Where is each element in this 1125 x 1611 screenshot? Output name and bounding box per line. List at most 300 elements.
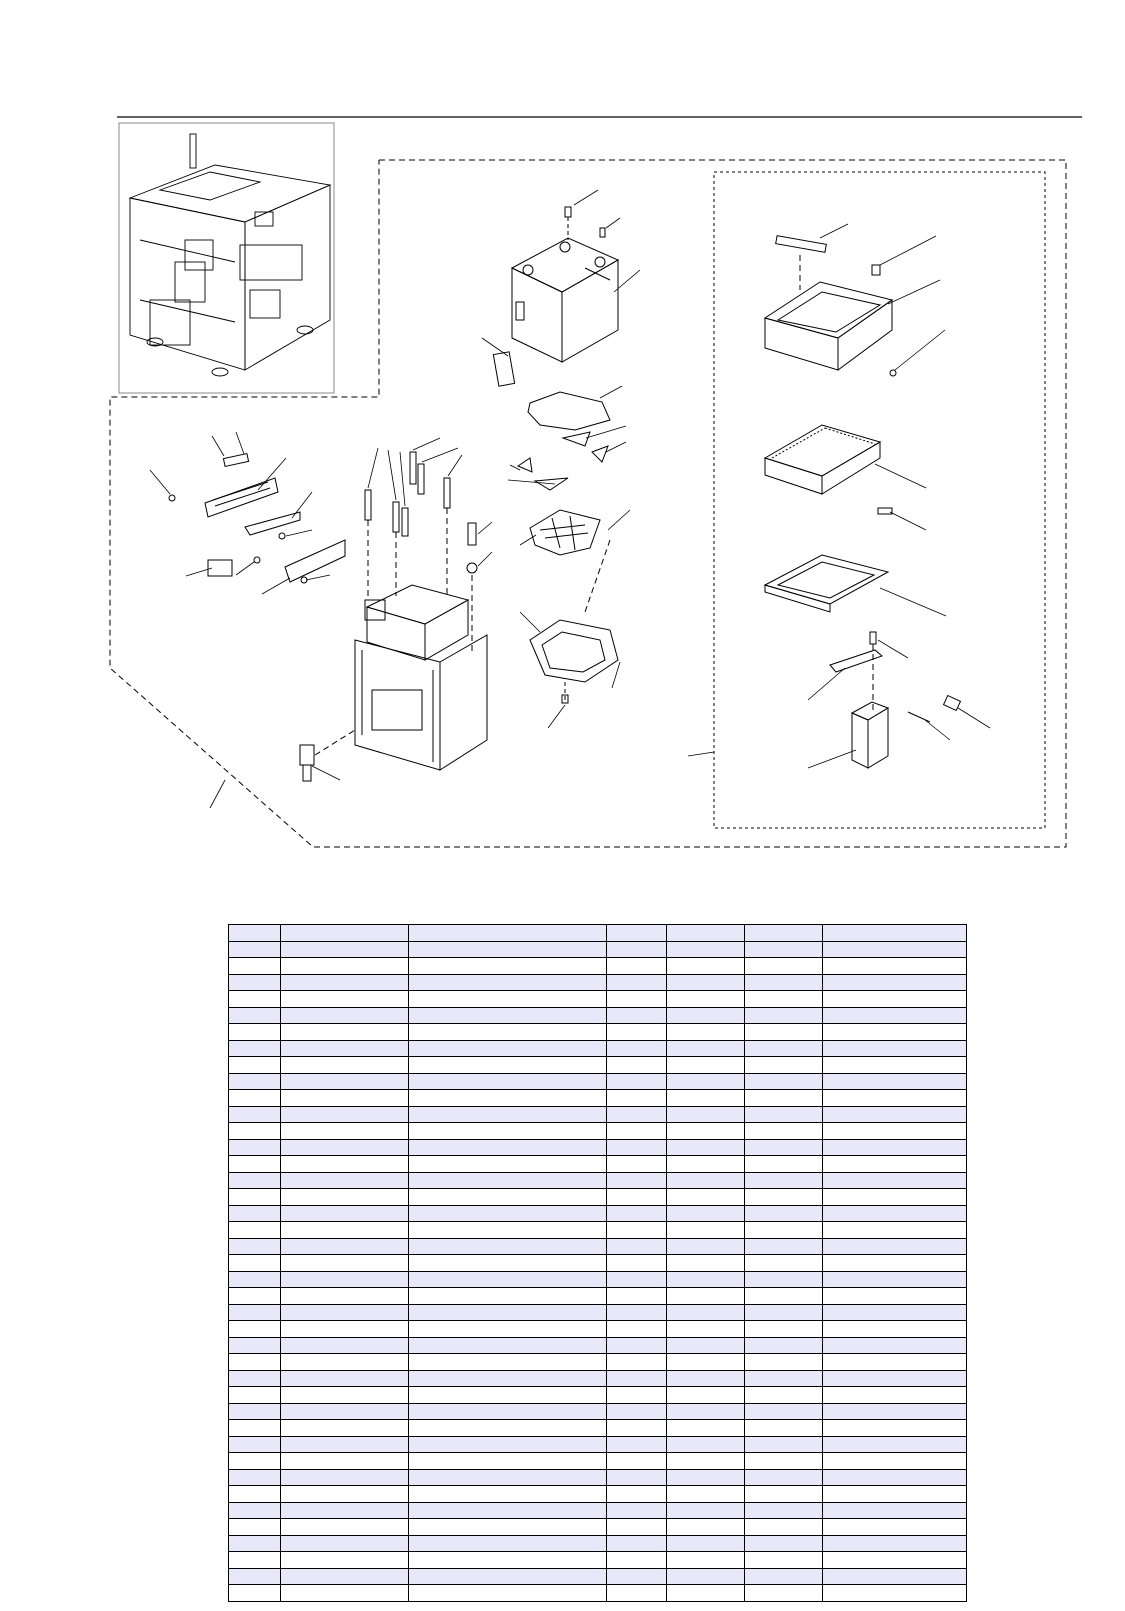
- table-cell: [745, 1222, 823, 1239]
- table-cell: [281, 1057, 409, 1074]
- base-frame: [355, 585, 487, 770]
- table-cell: [667, 1502, 745, 1519]
- parts-table-body: [229, 941, 967, 1601]
- table-cell: [745, 1172, 823, 1189]
- table-cell: [607, 1090, 667, 1107]
- table-row: [229, 1337, 967, 1354]
- table-cell: [823, 1469, 967, 1486]
- table-cell: [823, 1519, 967, 1536]
- table-cell: [607, 1486, 667, 1503]
- table-cell: [745, 1502, 823, 1519]
- table-cell: [281, 1238, 409, 1255]
- label-plate: [493, 352, 514, 386]
- rail-bracket: [830, 632, 882, 710]
- table-cell: [409, 941, 607, 958]
- table-cell: [823, 1502, 967, 1519]
- table-cell: [229, 1123, 281, 1140]
- pin-part: [878, 508, 892, 514]
- table-row: [229, 1568, 967, 1585]
- table-cell: [745, 1486, 823, 1503]
- table-header-row: [229, 925, 967, 942]
- table-cell: [823, 958, 967, 975]
- table-cell: [607, 1420, 667, 1437]
- table-cell: [745, 1057, 823, 1074]
- table-cell: [823, 1420, 967, 1437]
- table-cell: [667, 1024, 745, 1041]
- table-cell: [607, 991, 667, 1008]
- spacer-part: [872, 265, 880, 275]
- table-cell: [409, 1255, 607, 1272]
- table-cell: [823, 1205, 967, 1222]
- table-cell: [607, 974, 667, 991]
- table-cell: [667, 1040, 745, 1057]
- table-cell: [667, 1139, 745, 1156]
- table-cell: [409, 1007, 607, 1024]
- table-cell: [229, 1238, 281, 1255]
- table-cell: [281, 1486, 409, 1503]
- table-row: [229, 1535, 967, 1552]
- table-cell: [823, 1222, 967, 1239]
- table-row: [229, 1519, 967, 1536]
- table-row: [229, 1321, 967, 1338]
- table-cell: [229, 1519, 281, 1536]
- table-cell: [281, 1139, 409, 1156]
- table-cell: [607, 1453, 667, 1470]
- table-cell: [823, 1255, 967, 1272]
- parts-table: [228, 924, 967, 1602]
- machine-overview: [130, 134, 330, 376]
- table-cell: [745, 1288, 823, 1305]
- table-cell: [607, 1205, 667, 1222]
- table-cell: [229, 1337, 281, 1354]
- table-cell: [823, 1486, 967, 1503]
- table-cell: [745, 1519, 823, 1536]
- mount-frame: [765, 282, 892, 370]
- table-cell: [607, 941, 667, 958]
- table-cell: [281, 1073, 409, 1090]
- table-cell: [229, 1370, 281, 1387]
- table-cell: [667, 1585, 745, 1602]
- table-cell: [823, 1585, 967, 1602]
- table-cell: [409, 1304, 607, 1321]
- table-cell: [409, 1189, 607, 1206]
- table-cell: [281, 1271, 409, 1288]
- table-cell: [281, 1090, 409, 1107]
- table-header-cell: [409, 925, 607, 942]
- table-cell: [823, 1271, 967, 1288]
- table-cell: [607, 1370, 667, 1387]
- table-cell: [745, 1123, 823, 1140]
- table-cell: [667, 1288, 745, 1305]
- table-cell: [281, 1519, 409, 1536]
- table-cell: [607, 1568, 667, 1585]
- table-cell: [745, 1535, 823, 1552]
- pin-long: [908, 712, 930, 722]
- table-cell: [229, 1535, 281, 1552]
- table-cell: [823, 1139, 967, 1156]
- table-cell: [823, 1238, 967, 1255]
- table-cell: [409, 1073, 607, 1090]
- table-cell: [607, 1469, 667, 1486]
- table-cell: [667, 1238, 745, 1255]
- table-cell: [409, 991, 607, 1008]
- table-cell: [607, 1057, 667, 1074]
- table-cell: [281, 1156, 409, 1173]
- table-cell: [229, 1073, 281, 1090]
- table-cell: [823, 1304, 967, 1321]
- table-cell: [607, 1139, 667, 1156]
- table-cell: [745, 1007, 823, 1024]
- table-cell: [281, 1469, 409, 1486]
- table-cell: [607, 1337, 667, 1354]
- table-cell: [667, 1073, 745, 1090]
- screw-left: [169, 495, 175, 501]
- table-cell: [281, 1024, 409, 1041]
- table-cell: [229, 1552, 281, 1569]
- basket-tray: [530, 510, 600, 555]
- table-cell: [823, 1073, 967, 1090]
- table-row: [229, 1288, 967, 1305]
- table-cell: [607, 1321, 667, 1338]
- table-cell: [409, 958, 607, 975]
- table-cell: [229, 1139, 281, 1156]
- table-cell: [409, 1024, 607, 1041]
- table-cell: [281, 1453, 409, 1470]
- table-cell: [745, 1354, 823, 1371]
- table-row: [229, 1040, 967, 1057]
- table-cell: [229, 1172, 281, 1189]
- table-cell: [409, 1453, 607, 1470]
- table-cell: [745, 1370, 823, 1387]
- table-cell: [281, 1337, 409, 1354]
- table-cell: [823, 974, 967, 991]
- table-cell: [229, 1568, 281, 1585]
- connector-small: [223, 454, 248, 467]
- table-row: [229, 1469, 967, 1486]
- table-cell: [607, 1189, 667, 1206]
- table-cell: [409, 1387, 607, 1404]
- table-cell: [667, 1568, 745, 1585]
- table-cell: [607, 1123, 667, 1140]
- table-cell: [409, 1040, 607, 1057]
- table-cell: [409, 1552, 607, 1569]
- table-cell: [745, 1436, 823, 1453]
- table-cell: [667, 1354, 745, 1371]
- table-cell: [823, 1172, 967, 1189]
- table-cell: [607, 1271, 667, 1288]
- table-cell: [607, 1040, 667, 1057]
- table-cell: [667, 1387, 745, 1404]
- table-row: [229, 974, 967, 991]
- table-row: [229, 1205, 967, 1222]
- table-cell: [823, 1403, 967, 1420]
- table-cell: [409, 1271, 607, 1288]
- table-cell: [823, 991, 967, 1008]
- table-cell: [607, 1436, 667, 1453]
- table-cell: [229, 1585, 281, 1602]
- table-header-cell: [607, 925, 667, 942]
- table-cell: [823, 1568, 967, 1585]
- table-cell: [409, 1403, 607, 1420]
- table-cell: [667, 1090, 745, 1107]
- table-cell: [229, 1024, 281, 1041]
- table-cell: [281, 974, 409, 991]
- table-cell: [229, 1469, 281, 1486]
- table-cell: [229, 1057, 281, 1074]
- table-cell: [745, 1189, 823, 1206]
- table-cell: [745, 1040, 823, 1057]
- table-cell: [409, 1139, 607, 1156]
- table-cell: [281, 1420, 409, 1437]
- table-cell: [823, 1552, 967, 1569]
- hopper-box: [512, 238, 618, 362]
- table-cell: [745, 1106, 823, 1123]
- table-cell: [745, 1255, 823, 1272]
- table-cell: [229, 1007, 281, 1024]
- table-row: [229, 1057, 967, 1074]
- table-cell: [823, 1040, 967, 1057]
- table-cell: [607, 1354, 667, 1371]
- table-row: [229, 1090, 967, 1107]
- table-cell: [745, 1024, 823, 1041]
- table-cell: [607, 1255, 667, 1272]
- table-cell: [229, 1453, 281, 1470]
- table-cell: [667, 1535, 745, 1552]
- table-cell: [229, 1420, 281, 1437]
- table-cell: [667, 1552, 745, 1569]
- table-cell: [823, 1387, 967, 1404]
- table-cell: [607, 1007, 667, 1024]
- nut-small-2: [254, 557, 260, 563]
- table-cell: [281, 1370, 409, 1387]
- table-header-cell: [281, 925, 409, 942]
- table-cell: [409, 1156, 607, 1173]
- table-cell: [229, 1486, 281, 1503]
- table-cell: [281, 1552, 409, 1569]
- table-cell: [229, 1222, 281, 1239]
- table-cell: [409, 1238, 607, 1255]
- table-cell: [229, 974, 281, 991]
- table-cell: [745, 974, 823, 991]
- table-cell: [667, 1205, 745, 1222]
- table-cell: [281, 1123, 409, 1140]
- table-cell: [667, 974, 745, 991]
- pcb-board: [205, 478, 278, 517]
- table-cell: [667, 958, 745, 975]
- cover-plate: [285, 540, 345, 582]
- table-cell: [281, 1222, 409, 1239]
- table-cell: [229, 1156, 281, 1173]
- table-cell: [607, 1387, 667, 1404]
- table-cell: [745, 1403, 823, 1420]
- table-cell: [745, 1156, 823, 1173]
- table-cell: [607, 1156, 667, 1173]
- table-cell: [409, 1354, 607, 1371]
- table-cell: [281, 1288, 409, 1305]
- table-cell: [409, 1106, 607, 1123]
- table-row: [229, 1436, 967, 1453]
- table-cell: [823, 1288, 967, 1305]
- table-cell: [745, 958, 823, 975]
- table-row: [229, 1420, 967, 1437]
- table-header-cell: [667, 925, 745, 942]
- table-cell: [281, 1255, 409, 1272]
- bracket-small: [518, 458, 532, 472]
- table-cell: [409, 1222, 607, 1239]
- table-cell: [281, 1387, 409, 1404]
- table-row: [229, 1255, 967, 1272]
- table-cell: [409, 1568, 607, 1585]
- table-cell: [667, 1007, 745, 1024]
- table-cell: [745, 1321, 823, 1338]
- table-cell: [823, 1354, 967, 1371]
- table-cell: [229, 1354, 281, 1371]
- table-row: [229, 1123, 967, 1140]
- table-cell: [281, 991, 409, 1008]
- table-cell: [281, 1436, 409, 1453]
- table-cell: [745, 1073, 823, 1090]
- table-cell: [409, 1585, 607, 1602]
- table-cell: [607, 1304, 667, 1321]
- table-cell: [607, 1222, 667, 1239]
- table-cell: [281, 941, 409, 958]
- table-cell: [745, 1205, 823, 1222]
- table-cell: [229, 991, 281, 1008]
- table-cell: [667, 1189, 745, 1206]
- table-cell: [667, 941, 745, 958]
- table-cell: [409, 1205, 607, 1222]
- table-cell: [745, 1585, 823, 1602]
- table-cell: [667, 1255, 745, 1272]
- table-cell: [281, 1205, 409, 1222]
- table-cell: [281, 958, 409, 975]
- table-cell: [229, 1387, 281, 1404]
- table-cell: [745, 1420, 823, 1437]
- table-row: [229, 1453, 967, 1470]
- table-cell: [281, 1354, 409, 1371]
- table-cell: [409, 1502, 607, 1519]
- table-cell: [409, 1370, 607, 1387]
- table-cell: [745, 1337, 823, 1354]
- strip-part: [776, 236, 827, 253]
- table-cell: [745, 1271, 823, 1288]
- table-cell: [745, 1304, 823, 1321]
- table-cell: [667, 1172, 745, 1189]
- table-cell: [667, 991, 745, 1008]
- table-cell: [667, 1486, 745, 1503]
- table-cell: [229, 1255, 281, 1272]
- table-cell: [667, 1337, 745, 1354]
- table-cell: [607, 1172, 667, 1189]
- table-cell: [281, 1172, 409, 1189]
- table-cell: [607, 1519, 667, 1536]
- table-cell: [409, 1337, 607, 1354]
- table-cell: [607, 1502, 667, 1519]
- table-cell: [229, 1106, 281, 1123]
- wedge-part-1: [563, 432, 590, 446]
- table-cell: [229, 1321, 281, 1338]
- table-cell: [823, 1057, 967, 1074]
- table-row: [229, 958, 967, 975]
- block-part: [852, 702, 888, 768]
- table-cell: [281, 1304, 409, 1321]
- table-cell: [823, 1123, 967, 1140]
- table-cell: [667, 1057, 745, 1074]
- table-cell: [281, 1007, 409, 1024]
- flange-tray: [765, 555, 888, 612]
- table-row: [229, 1354, 967, 1371]
- table-cell: [409, 1420, 607, 1437]
- table-cell: [745, 941, 823, 958]
- table-cell: [745, 1568, 823, 1585]
- table-row: [229, 941, 967, 958]
- table-cell: [281, 1535, 409, 1552]
- table-cell: [229, 1304, 281, 1321]
- bracket-plate: [245, 512, 300, 535]
- table-cell: [281, 1585, 409, 1602]
- table-cell: [667, 1403, 745, 1420]
- hex-plate: [528, 392, 610, 430]
- screw-top: [565, 207, 605, 240]
- leader-lines: [150, 190, 990, 808]
- table-cell: [229, 1502, 281, 1519]
- table-cell: [667, 1420, 745, 1437]
- table-cell: [667, 1156, 745, 1173]
- standoffs: [365, 452, 477, 655]
- callout-outline: [110, 160, 1066, 847]
- table-cell: [823, 1321, 967, 1338]
- table-cell: [823, 1090, 967, 1107]
- table-cell: [409, 1535, 607, 1552]
- table-cell: [745, 1552, 823, 1569]
- table-header-cell: [823, 925, 967, 942]
- table-cell: [229, 1205, 281, 1222]
- table-row: [229, 1403, 967, 1420]
- table-row: [229, 1271, 967, 1288]
- table-cell: [281, 1502, 409, 1519]
- table-cell: [229, 1403, 281, 1420]
- table-row: [229, 1189, 967, 1206]
- table-cell: [823, 1370, 967, 1387]
- table-cell: [281, 1040, 409, 1057]
- table-row: [229, 1007, 967, 1024]
- table-cell: [823, 1156, 967, 1173]
- table-cell: [667, 1321, 745, 1338]
- table-row: [229, 1222, 967, 1239]
- table-cell: [607, 1585, 667, 1602]
- table-cell: [823, 1453, 967, 1470]
- table-cell: [607, 1552, 667, 1569]
- table-cell: [409, 1057, 607, 1074]
- table-cell: [745, 1453, 823, 1470]
- table-cell: [667, 1436, 745, 1453]
- table-cell: [607, 1238, 667, 1255]
- table-cell: [667, 1469, 745, 1486]
- table-row: [229, 1502, 967, 1519]
- nut-small: [279, 533, 285, 539]
- table-cell: [229, 1436, 281, 1453]
- table-cell: [667, 1123, 745, 1140]
- table-row: [229, 1304, 967, 1321]
- table-cell: [229, 958, 281, 975]
- table-cell: [607, 1024, 667, 1041]
- table-cell: [229, 1040, 281, 1057]
- hex-frame: [530, 620, 618, 703]
- table-cell: [823, 1024, 967, 1041]
- table-row: [229, 1139, 967, 1156]
- table-cell: [745, 1238, 823, 1255]
- table-row: [229, 1370, 967, 1387]
